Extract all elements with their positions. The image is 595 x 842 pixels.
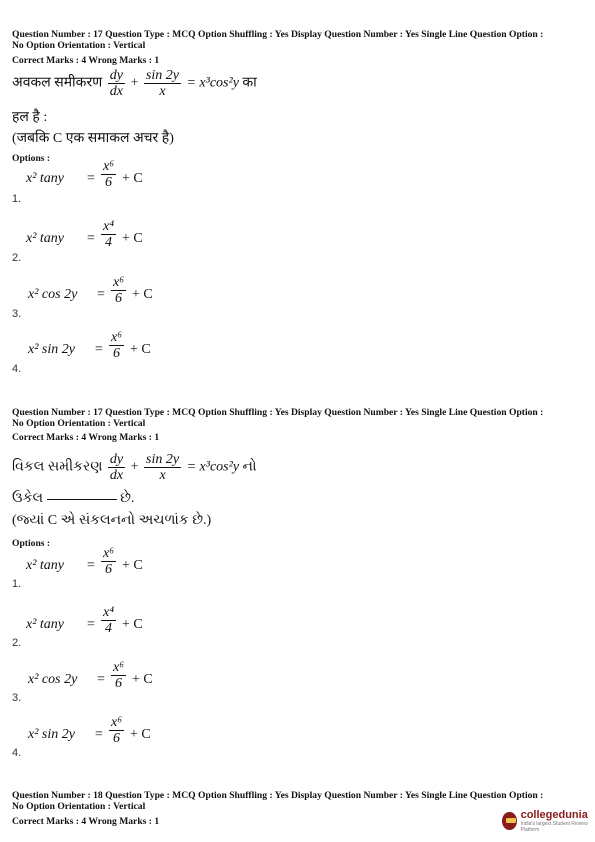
option-number: 3. [12, 692, 22, 704]
q2-header-line1: Question Number : 17 Question Type : MCQ Option Shuffling : Yes Display Question Number : Yes Single Line Question Option : [12, 407, 544, 418]
q2-header-line2: No Option Orientation : Vertical [12, 418, 146, 429]
option-lhs: x² cos 2y [28, 672, 78, 687]
option-number: 4. [12, 747, 22, 759]
q2-line2: ઉકેલ છે. [12, 491, 135, 506]
q3-header-line2: No Option Orientation : Vertical [12, 801, 146, 812]
option-fraction: $\frac{\text{x⁶}}{6}$ [113, 660, 125, 691]
q2-tail: નો [242, 459, 257, 475]
option-fraction: $\frac{\text{x⁶}}{6}$ [113, 275, 125, 306]
option-fraction: $\frac{\text{x⁶}}{6}$ [111, 330, 123, 361]
q1-tail: का [242, 75, 257, 91]
q1-header-line1: Question Number : 17 Question Type : MCQ Option Shuffling : Yes Display Question Number : Yes Single Line Question Option : [12, 29, 544, 40]
collegedunia-logo: collegedunia India's largest Student Review Platform [498, 807, 595, 835]
q1-lead: अवकल समीकरण [12, 75, 103, 91]
q2-lead: વિકલ સમીકરણ [12, 459, 103, 475]
q1-frac1: $\frac{dy}{dx}$ [109, 68, 124, 99]
q1-rhs: = x³cos²y [186, 75, 239, 91]
option-fraction: $\frac{\text{x⁶}}{6}$ [103, 159, 115, 190]
q1-question: अवकल समीकरण $\frac{dy}{dx}$ + $\frac{\sin 2y}{x}$ = x³cos²y का [12, 68, 257, 99]
option-number: 1. [12, 578, 22, 590]
q1-options-label: Options : [12, 153, 51, 164]
q3-header-line1: Question Number : 18 Question Type : MCQ Option Shuffling : Yes Display Question Number : Yes Single Line Question Option : [12, 790, 544, 801]
option-lhs: x² tany [26, 558, 65, 573]
q2-rhs: = x³cos²y [186, 459, 240, 475]
q1-header-line2: No Option Orientation : Vertical [12, 40, 146, 51]
q1-line3: (जबकि C एक समाकल अचर है) [12, 131, 174, 146]
q1-marks: Correct Marks : 4 Wrong Marks : 1 [12, 55, 160, 66]
option-lhs: x² sin 2y [28, 342, 75, 357]
option-lhs: x² tany [26, 231, 65, 246]
option-number: 2. [12, 637, 22, 649]
option-number: 4. [12, 363, 22, 375]
option-lhs: x² tany [26, 171, 65, 186]
q3-marks: Correct Marks : 4 Wrong Marks : 1 [12, 816, 160, 827]
q1-line2: हल है : [12, 110, 48, 125]
option-fraction: $\frac{\text{x⁶}}{6}$ [111, 715, 123, 746]
q2-question: વિકલ સમીકરણ $\frac{dy}{dx}$ + $\frac{\sin 2y}{x}$ = x³cos²y નો [12, 452, 257, 483]
graduation-cap-icon [502, 812, 517, 830]
option-number: 2. [12, 252, 22, 264]
q1-frac2: $\frac{\sin 2y}{x}$ [145, 68, 179, 99]
option-lhs: x² sin 2y [28, 727, 75, 742]
option-lhs: x² cos 2y [28, 287, 78, 302]
q2-marks: Correct Marks : 4 Wrong Marks : 1 [12, 432, 160, 443]
option-number: 1. [12, 193, 22, 205]
q2-line3: (જ્યાં C એ સંકલનનો અચળાંક છે.) [12, 513, 212, 528]
option-fraction: $\frac{\text{x⁴}}{4}$ [103, 605, 115, 636]
option-number: 3. [12, 308, 22, 320]
answer-blank [47, 499, 117, 500]
q2-options-label: Options : [12, 538, 51, 549]
q2-frac2: $\frac{\sin 2y}{x}$ [146, 452, 180, 483]
q2-frac1: $\frac{dy}{dx}$ [109, 452, 124, 483]
option-fraction: $\frac{\text{x⁴}}{4}$ [103, 219, 115, 250]
option-fraction: $\frac{\text{x⁶}}{6}$ [103, 546, 115, 577]
option-lhs: x² tany [26, 617, 65, 632]
